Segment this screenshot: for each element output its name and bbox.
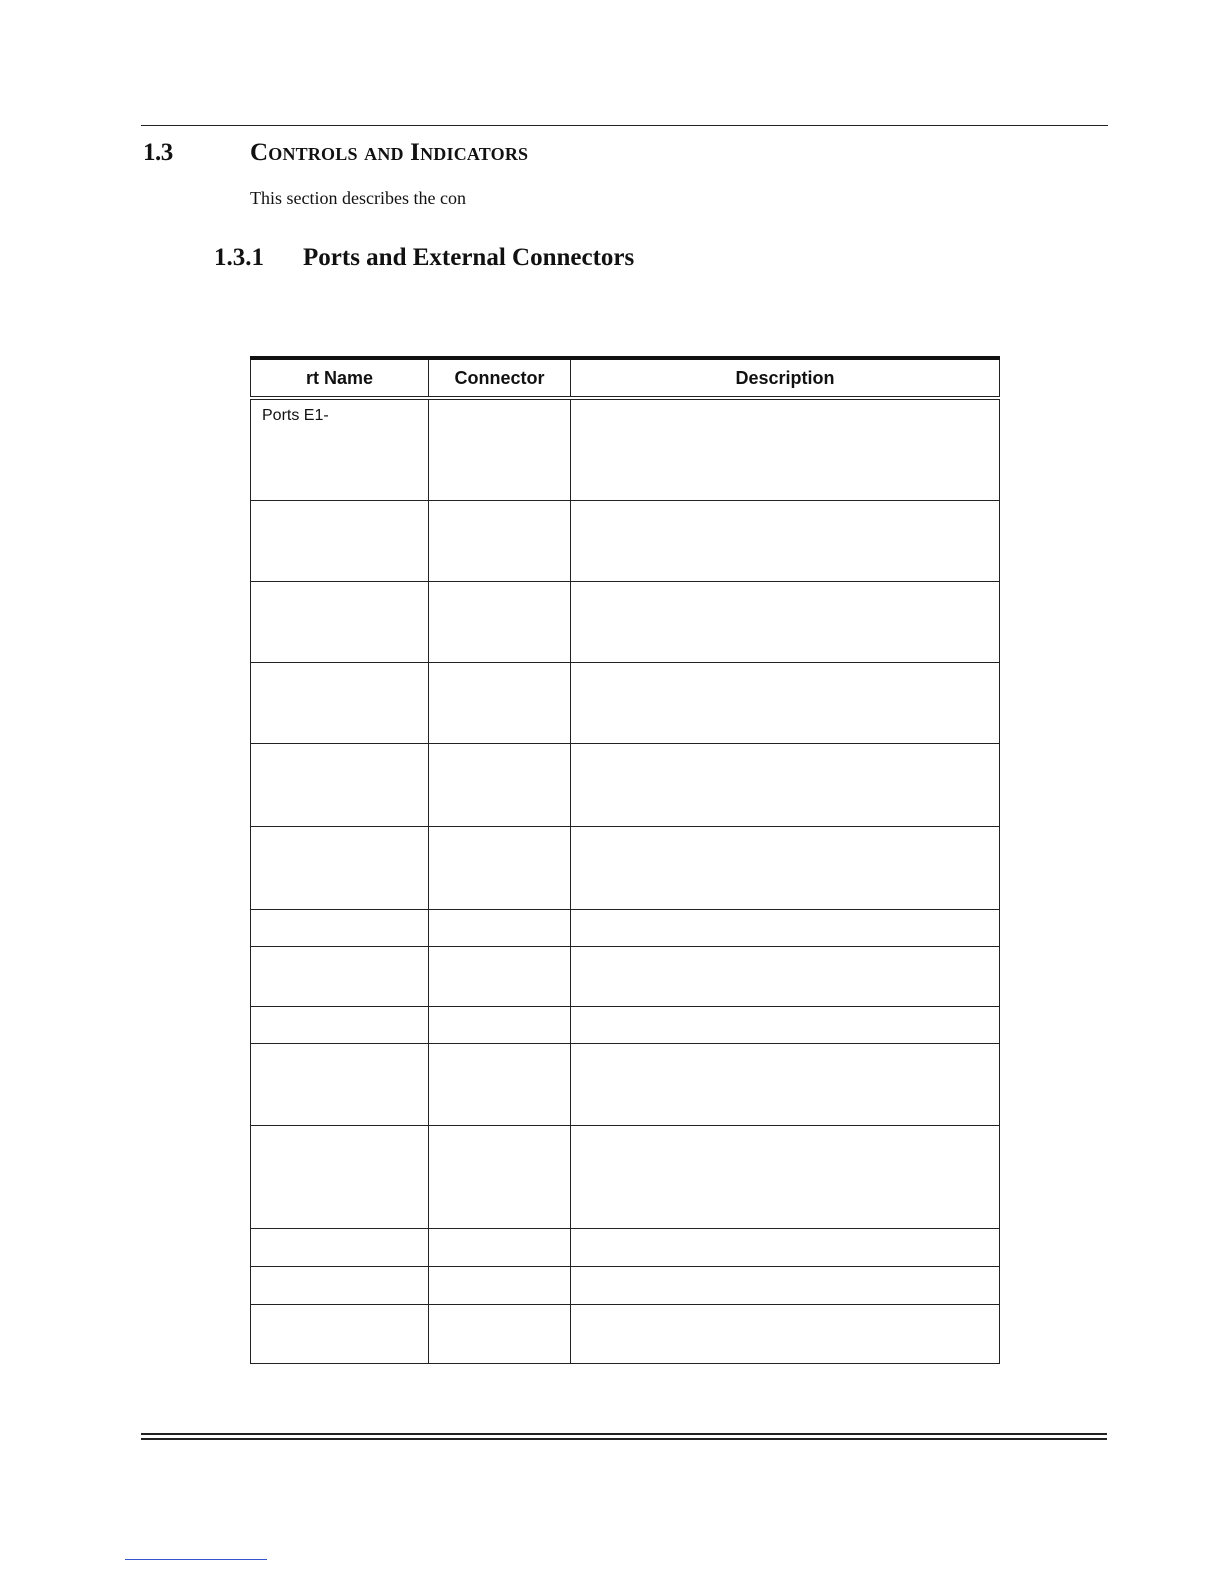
description-text (571, 827, 999, 841)
port-name-text (251, 501, 428, 515)
connector-cell (429, 1266, 571, 1304)
connector-cell (429, 1228, 571, 1266)
description-cell (571, 946, 1000, 1006)
connector-cell (429, 1125, 571, 1228)
port-name-cell (251, 909, 429, 946)
connector-cell (429, 946, 571, 1006)
port-name-text (251, 1229, 428, 1243)
table-row (251, 946, 1000, 1006)
table-row (251, 1228, 1000, 1266)
description-text (571, 1044, 999, 1058)
description-text (571, 663, 999, 677)
port-name-text (251, 1126, 428, 1140)
column-header-connector: Connector (429, 358, 571, 398)
description-cell (571, 581, 1000, 662)
description-text (571, 582, 999, 596)
port-name-cell (251, 662, 429, 743)
footer-link-underline[interactable] (125, 1559, 267, 1560)
section-intro: This section describes the con (250, 188, 466, 208)
description-cell (571, 1228, 1000, 1266)
connector-text (429, 910, 570, 924)
description-text (571, 1305, 999, 1319)
port-name-text (251, 947, 428, 961)
table-row (251, 1043, 1000, 1125)
port-name-text (251, 663, 428, 677)
connector-cell (429, 1304, 571, 1363)
subsection-number: 1.3.1 (214, 244, 264, 271)
connector-cell (429, 743, 571, 826)
description-cell (571, 500, 1000, 581)
connector-cell (429, 398, 571, 500)
port-name-cell (251, 946, 429, 1006)
port-name-cell (251, 1043, 429, 1125)
port-name-cell (251, 1228, 429, 1266)
port-name-text (251, 1305, 428, 1319)
ports-table (250, 356, 1000, 1364)
section-number: 1.3 (143, 139, 173, 166)
connector-text (429, 582, 570, 596)
connector-cell (429, 909, 571, 946)
description-cell (571, 1006, 1000, 1043)
port-name-text (251, 582, 428, 596)
port-name-cell (251, 826, 429, 909)
description-text (571, 744, 999, 758)
table-row (251, 1006, 1000, 1043)
section-title: Controls and Indicators (250, 139, 529, 166)
connector-cell (429, 500, 571, 581)
connector-cell (429, 826, 571, 909)
description-text (571, 1007, 999, 1021)
connector-text (429, 744, 570, 758)
description-cell (571, 826, 1000, 909)
description-cell (571, 398, 1000, 500)
port-name-cell (251, 500, 429, 581)
port-name-text (251, 744, 428, 758)
description-text (571, 501, 999, 515)
connector-text (429, 1229, 570, 1243)
description-cell (571, 662, 1000, 743)
table-row (251, 1266, 1000, 1304)
connector-cell (429, 581, 571, 662)
connector-text (429, 400, 570, 414)
connector-text (429, 1267, 570, 1281)
connector-text (429, 947, 570, 961)
table-row (251, 743, 1000, 826)
port-name-cell (251, 581, 429, 662)
description-cell (571, 1304, 1000, 1363)
port-name-text (251, 827, 428, 841)
description-cell (571, 743, 1000, 826)
port-name-cell (251, 1266, 429, 1304)
table-row (251, 500, 1000, 581)
description-cell (571, 1043, 1000, 1125)
column-header-description: Description (571, 358, 1000, 398)
connector-cell (429, 1043, 571, 1125)
port-name-text: Ports E1- (262, 407, 329, 424)
table-row (251, 581, 1000, 662)
port-name-text (251, 1044, 428, 1058)
port-name-cell (251, 1304, 429, 1363)
table-row (251, 662, 1000, 743)
description-text (571, 1126, 999, 1140)
table-row (251, 909, 1000, 946)
footer-double-rule (141, 1433, 1107, 1440)
port-name-cell (251, 1006, 429, 1043)
connector-text (429, 1305, 570, 1319)
description-cell (571, 1125, 1000, 1228)
connector-text (429, 1126, 570, 1140)
subsection-title: Ports and External Connectors (303, 244, 635, 271)
connector-cell (429, 662, 571, 743)
connector-text (429, 501, 570, 515)
connector-text (429, 827, 570, 841)
port-name-cell (251, 1125, 429, 1228)
table-header-row (251, 358, 1000, 398)
connector-text (429, 1044, 570, 1058)
port-name-text (251, 1007, 428, 1021)
connector-cell (429, 1006, 571, 1043)
description-cell (571, 1266, 1000, 1304)
port-name-text (251, 1267, 428, 1281)
connector-text (429, 663, 570, 677)
port-name-text (251, 910, 428, 924)
table-row (251, 398, 1000, 500)
description-text (571, 1267, 999, 1281)
column-header-port-name: rt Name (251, 358, 429, 398)
connector-text (429, 1007, 570, 1021)
description-text (571, 400, 999, 414)
description-text (571, 910, 999, 924)
port-name-cell (251, 743, 429, 826)
header-rule (141, 125, 1108, 126)
description-text (571, 1229, 999, 1243)
table-row (251, 1304, 1000, 1363)
table-row (251, 1125, 1000, 1228)
table-row (251, 826, 1000, 909)
port-name-cell (251, 398, 429, 500)
description-text (571, 947, 999, 961)
description-cell (571, 909, 1000, 946)
